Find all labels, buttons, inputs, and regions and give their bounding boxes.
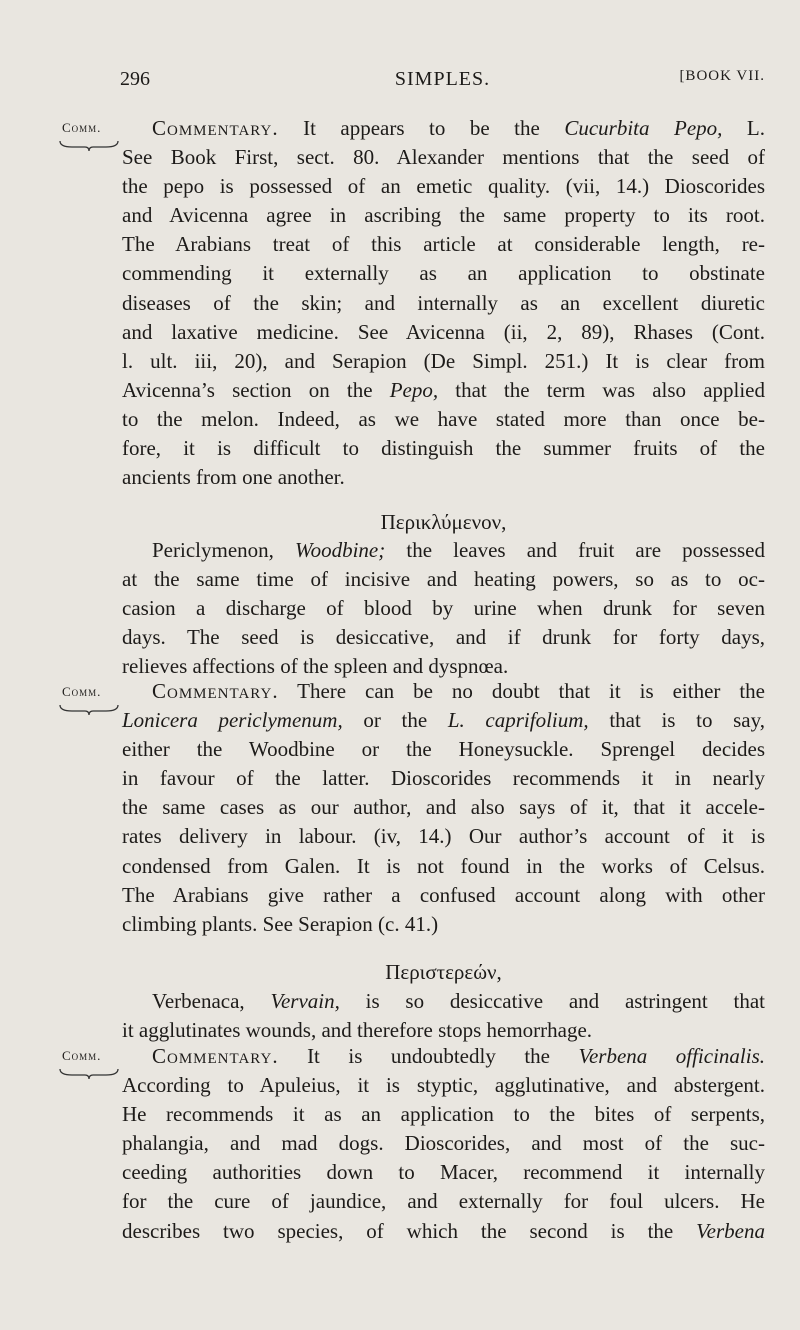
text-line: it agglutinates wounds, and therefore stops hemorrhage.: [122, 1018, 593, 1043]
text-line: and Avicenna agree in ascribing the same property to its root.: [122, 203, 765, 228]
text-line: Commentary. There can be no doubt that it is either the: [152, 679, 765, 703]
text-line: the same cases as our author, and also says of it, that it accele-: [122, 795, 765, 820]
text-line: See Book First, sect. 80. Alexander mentions that the seed of: [122, 145, 765, 170]
margin-label-comm: Comm.: [62, 1048, 102, 1063]
text-line: Commentary. It is undoubtedly the Verbena officinalis.: [152, 1044, 766, 1068]
text-line: relieves affections of the spleen and dyspnœa.: [122, 654, 509, 679]
text-line: days. The seed is desiccative, and if drunk for forty days,: [122, 625, 765, 650]
text-line: rates delivery in labour. (iv, 14.) Our author’s account of it is: [122, 824, 765, 849]
text-line: ancients from one another.: [122, 465, 345, 490]
entry-paragraph: [122, 987, 765, 1045]
text-line: Periclymenon, Woodbine; the leaves and fruit are possessed: [152, 538, 766, 562]
text-line: He recommends it as an application to the bites of serpents,: [122, 1102, 765, 1127]
commentary-block: [122, 677, 765, 939]
text-line: to the melon. Indeed, as we have stated more than once be-: [122, 406, 765, 431]
text-line: climbing plants. See Serapion (c. 41.): [122, 911, 439, 936]
greek-heading: Περικλύμενον,: [380, 510, 507, 534]
text-line: ceeding authorities down to Macer, recommend it internally: [122, 1160, 765, 1185]
margin-label-comm: Comm.: [62, 120, 102, 135]
text-line: The Arabians give rather a confused account along with other: [122, 882, 765, 907]
greek-heading: Περιστερεών,: [385, 960, 502, 984]
text-line: l. ult. iii, 20), and Serapion (De Simpl. 251.) It is clear from: [122, 348, 765, 373]
entry-paragraph: [122, 536, 765, 681]
text-line: fore, it is difficult to distinguish the summer fruits of the: [122, 436, 765, 461]
commentary-block: [122, 114, 765, 492]
text-line: commending it externally as an application to obstinate: [122, 261, 765, 286]
running-header: [120, 68, 765, 98]
text-line: The Arabians treat of this article at considerable length, re-: [122, 232, 765, 257]
text-line: condensed from Galen. It is not found in the works of Celsus.: [122, 853, 765, 878]
text-line: Commentary. It appears to be the Cucurbita Pepo, L.: [152, 116, 765, 140]
text-line: casion a discharge of blood by urine when drunk for seven: [122, 596, 765, 621]
margin-brace-icon: [58, 703, 120, 717]
text-line: and laxative medicine. See Avicenna (ii, 2, 89), Rhases (Cont.: [122, 319, 765, 344]
text-line: describes two species, of which the second is the Verbena: [122, 1218, 765, 1243]
text-line: phalangia, and mad dogs. Dioscorides, and most of the suc-: [122, 1131, 765, 1156]
commentary-block: [122, 1042, 765, 1246]
text-line: the pepo is possessed of an emetic quality. (vii, 14.) Dioscorides: [122, 174, 765, 199]
text-line: for the cure of jaundice, and externally for foul ulcers. He: [122, 1189, 765, 1214]
book-reference: [BOOK VII.: [679, 68, 765, 84]
text-line: Avicenna’s section on the Pepo, that the term was also applied: [122, 377, 766, 402]
text-line: at the same time of incisive and heating powers, so as to oc-: [122, 567, 765, 592]
text-line: Verbenaca, Vervain, is so desiccative and astringent that: [152, 989, 765, 1013]
text-line: According to Apuleius, it is styptic, agglutinative, and abstergent.: [122, 1073, 765, 1098]
margin-label-comm: Comm.: [62, 684, 102, 699]
page-number: 296: [120, 68, 150, 90]
margin-brace-icon: [58, 139, 120, 153]
text-line: diseases of the skin; and internally as an excellent diuretic: [122, 290, 765, 315]
text-line: either the Woodbine or the Honeysuckle. Sprengel decides: [122, 737, 765, 762]
running-title: SIMPLES.: [394, 68, 491, 90]
text-line: in favour of the latter. Dioscorides recommends it in nearly: [122, 766, 765, 791]
margin-brace-icon: [58, 1067, 120, 1081]
text-line: Lonicera periclymenum, or the L. caprifolium, that is to say,: [122, 708, 766, 733]
